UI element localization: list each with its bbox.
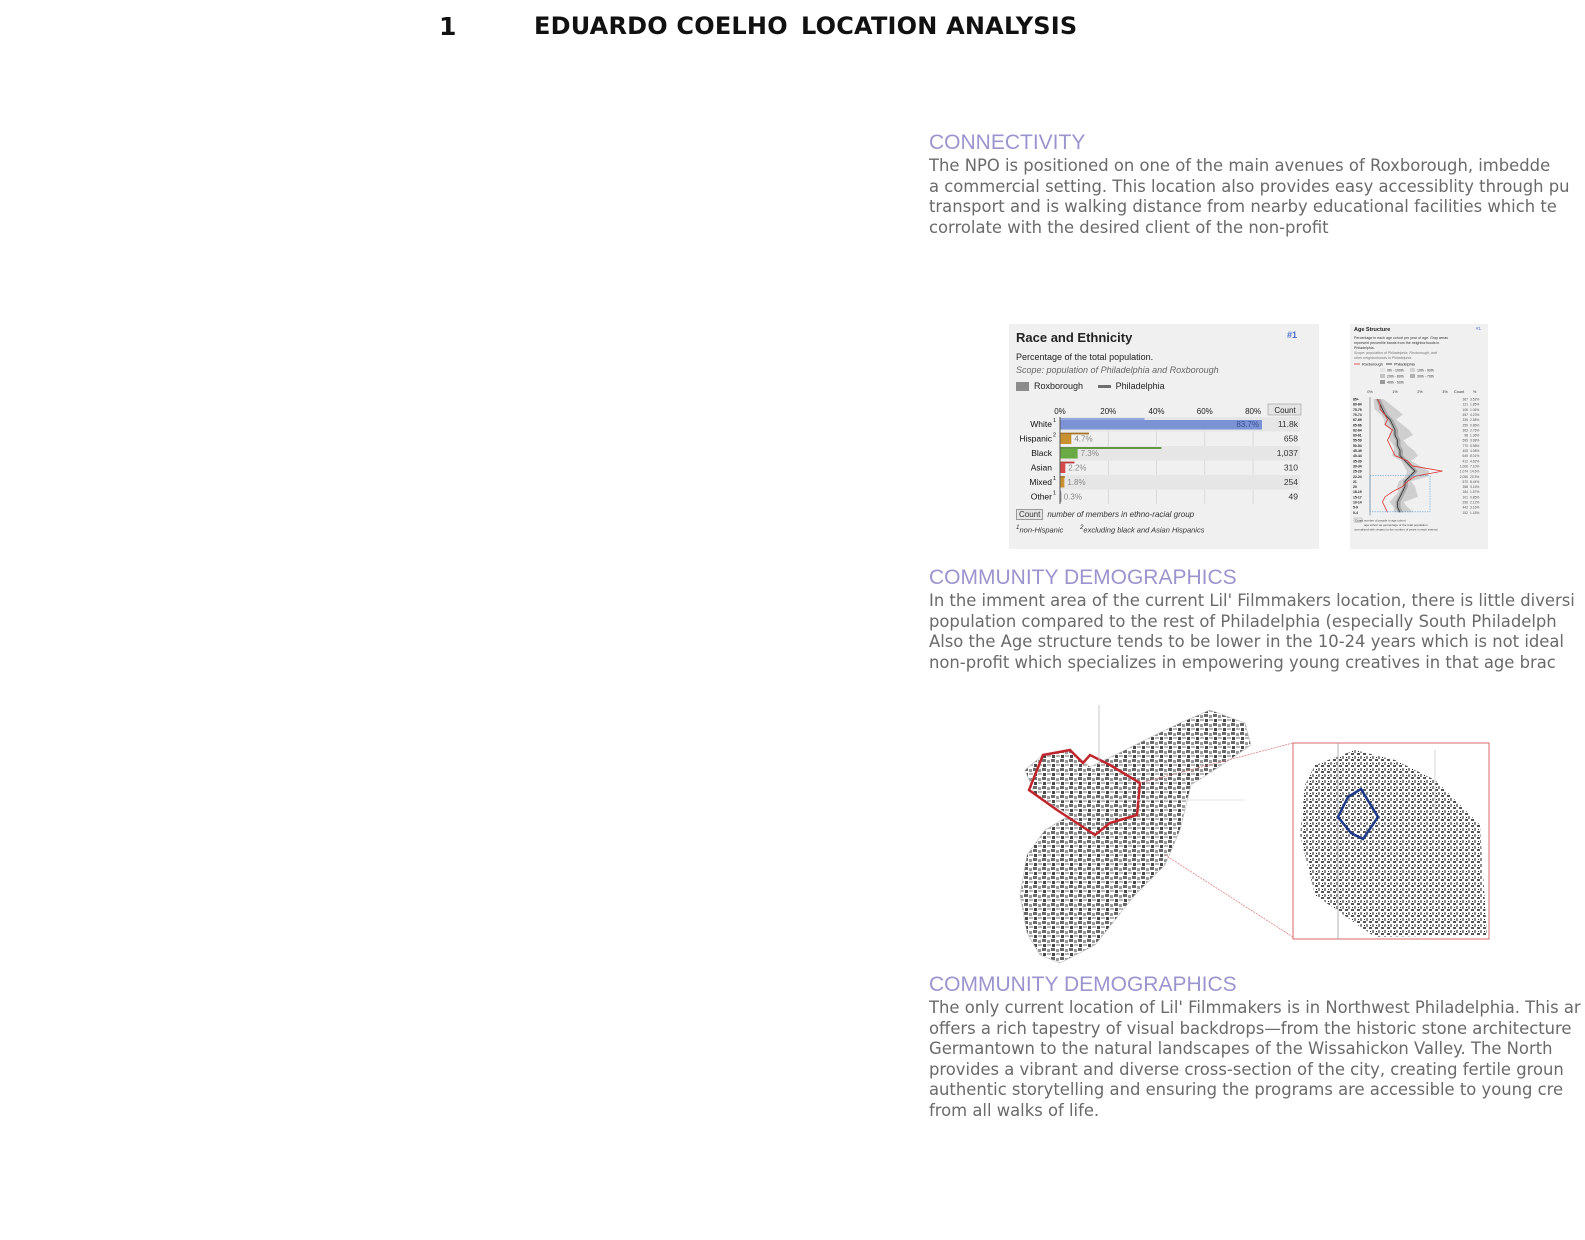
age-pct-value: 0.86% — [1470, 423, 1480, 428]
age-pct-value: 4.23% — [1470, 412, 1480, 417]
age-footnote: age cohort as percentage of the total population — [1364, 522, 1428, 527]
text-line: The NPO is positioned on one of the main avenues of Roxborough, imbedde — [929, 156, 1551, 175]
age-category-label: 0-4 — [1353, 510, 1358, 515]
text-line: Also the Age structure tends to be lower in the 10-24 years which is not ideal — [929, 632, 1564, 652]
age-category-label: 20 — [1353, 485, 1357, 490]
category-label: Mixed — [1029, 477, 1052, 487]
text-line: non-profit which specializes in empowering young creatives in that age brac — [929, 652, 1556, 672]
value-label: 83.7% — [1236, 420, 1259, 429]
city-silhouette — [1020, 710, 1251, 963]
text-line: Germantown to the natural landscapes of the Wissahickon Valley. The North — [929, 1039, 1553, 1059]
count-value: 11.8k — [1277, 419, 1298, 429]
callout-line — [1165, 855, 1293, 937]
age-pct-value: 14.6% — [1470, 469, 1480, 474]
percentile-swatch — [1410, 374, 1415, 378]
age-legend-label: Philadelphia — [1394, 362, 1415, 367]
category-sup: 1 — [1053, 490, 1057, 497]
age-pct-value: 7.10% — [1470, 464, 1480, 469]
age-pct-value: 8.01% — [1470, 454, 1480, 459]
age-badge: #1 — [1476, 326, 1482, 331]
age-category-label: 35-39 — [1353, 459, 1362, 464]
value-label: 1.8% — [1067, 478, 1086, 487]
age-x-tick: 1% — [1392, 390, 1398, 394]
text-line: a commercial setting. This location also provides easy accessiblity through pu — [929, 176, 1570, 196]
age-structure-svg — [1350, 324, 1488, 549]
community-demographics-heading-2: COMMUNITY DEMOGRAPHICS — [929, 973, 1237, 996]
age-count-header: Count — [1454, 390, 1465, 394]
footnote-2: excluding black and Asian Hispanics — [1083, 525, 1205, 535]
age-pct-value: 3.52% — [1470, 397, 1480, 402]
age-pct-value: 1.36% — [1470, 433, 1480, 438]
category-label: Black — [1031, 448, 1052, 458]
age-count-value: 1,074 — [1459, 469, 1468, 474]
age-category-label: 5-9 — [1353, 505, 1358, 510]
category-label: White — [1030, 419, 1052, 429]
count-value: 310 — [1283, 462, 1298, 473]
bar-roxborough — [1060, 435, 1071, 445]
legend-label-roxborough: Roxborough — [1034, 381, 1084, 391]
community-demographics-text-2 — [929, 998, 1585, 1122]
chart-title: Race and Ethnicity — [1016, 330, 1133, 345]
age-pct-value: 3.16% — [1470, 485, 1480, 490]
community-demographics-text — [929, 591, 1585, 673]
bar-roxborough — [1060, 449, 1078, 459]
age-legend-label: Roxborough — [1362, 362, 1383, 367]
age-count-key-label: Count — [1355, 518, 1364, 523]
chart-badge: #1 — [1286, 330, 1297, 340]
age-count-value: 367 — [1462, 397, 1468, 402]
age-count-value: 363 — [1462, 428, 1468, 433]
age-count-value: 98 — [1464, 433, 1468, 438]
age-count-value: 184 — [1462, 490, 1468, 495]
percentile-label: 30th - 70th — [1417, 374, 1434, 379]
page-title: LOCATION ANALYSIS — [801, 12, 1078, 40]
text-line: from all walks of life. — [929, 1100, 1100, 1120]
age-count-value: 457 — [1462, 412, 1468, 417]
category-label: Asian — [1030, 462, 1052, 473]
age-pct-value: 2.58% — [1470, 418, 1480, 423]
count-key-desc: number of members in ethno-racial group — [1047, 510, 1195, 519]
count-value: 254 — [1283, 477, 1298, 487]
value-label: 2.2% — [1068, 463, 1087, 473]
age-scope: other neighborhoods in Philadelphia — [1354, 356, 1412, 360]
x-tick-label: 60% — [1196, 407, 1213, 416]
age-count-value: 1,006 — [1459, 464, 1468, 469]
age-pct-value: 1.57% — [1470, 490, 1480, 495]
age-count-value: 121 — [1462, 402, 1468, 407]
age-pct-value: 4.62% — [1470, 459, 1480, 464]
page-header — [0, 10, 1585, 46]
age-category-label: 22-24 — [1353, 474, 1362, 479]
age-pct-value: 1.18% — [1470, 510, 1480, 515]
text-line: The only current location of Lil' Filmmakers is in Northwest Philadelphia. This ar — [929, 998, 1581, 1017]
x-tick-label: 80% — [1245, 407, 1262, 416]
category-label: Hispanic — [1019, 433, 1052, 444]
chart-subtitle: Percentage of the total population. — [1016, 352, 1154, 362]
x-tick-label: 20% — [1100, 407, 1117, 416]
age-footnote: number of people in age cohort — [1364, 518, 1406, 523]
percentile-swatch — [1410, 368, 1415, 372]
legend-label-philadelphia: Philadelphia — [1115, 381, 1165, 391]
category-label: Other — [1030, 491, 1052, 502]
race-ethnicity-chart — [1009, 324, 1319, 549]
age-count-value: 412 — [1462, 459, 1468, 464]
percentile-label: 10th - 90th — [1417, 368, 1434, 373]
connectivity-text — [929, 156, 1585, 238]
age-count-value: 595 — [1462, 438, 1468, 443]
age-count-value: 152 — [1462, 510, 1468, 515]
age-pct-value: 0.85% — [1470, 495, 1480, 500]
page-number: 1 — [439, 12, 457, 41]
count-header: Count — [1274, 406, 1296, 415]
x-tick-label: 0% — [1054, 407, 1066, 416]
age-x-tick: 2% — [1417, 390, 1423, 394]
age-category-label: 50-54 — [1353, 443, 1362, 448]
value-label: 7.3% — [1080, 449, 1099, 458]
age-category-label: 10-14 — [1353, 500, 1362, 505]
value-label: 4.7% — [1074, 434, 1093, 444]
age-count-value: 106 — [1462, 407, 1468, 412]
map-figure-svg — [1015, 705, 1495, 967]
percentile-label: 0th - 100th — [1387, 368, 1404, 373]
age-category-label: 80-84 — [1353, 402, 1362, 407]
chart-footnote-count — [1016, 510, 1194, 519]
age-category-label: 62-64 — [1353, 428, 1362, 433]
age-note: represent percentile bands from the neighborhoods in — [1354, 341, 1440, 345]
age-category-label: 60-61 — [1353, 433, 1362, 438]
age-category-label: 21 — [1353, 479, 1357, 484]
age-category-label: 75-79 — [1353, 407, 1362, 412]
text-line: transport and is walking distance from nearby educational facilities which te — [929, 197, 1557, 217]
age-pct-value: 3.98% — [1470, 438, 1480, 443]
age-category-label: 55-59 — [1353, 438, 1362, 443]
age-pct-value: 1.06% — [1470, 407, 1480, 412]
age-pct-value: 8.44% — [1470, 479, 1480, 484]
age-pct-value: 20.5% — [1470, 474, 1480, 479]
age-pct-value: 2.12% — [1470, 500, 1480, 505]
age-count-value: 335 — [1462, 418, 1468, 423]
x-tick-label: 40% — [1148, 407, 1165, 416]
age-x-tick: 0% — [1367, 390, 1373, 394]
age-pct-header: % — [1473, 390, 1477, 394]
percentile-swatch — [1380, 368, 1385, 372]
count-value: 49 — [1288, 491, 1298, 502]
percentile-label: 40th - 60th — [1387, 380, 1404, 385]
age-title: Age Structure — [1354, 327, 1391, 333]
age-pct-value: 3.16% — [1470, 505, 1480, 510]
count-value: 1,037 — [1276, 448, 1298, 458]
percentile-label: 20th - 80th — [1387, 374, 1404, 379]
count-value: 658 — [1283, 433, 1298, 444]
age-count-value: 259 — [1462, 423, 1468, 428]
age-scope: Scope: population of Philadelphia, Roxborough, and — [1354, 351, 1437, 355]
age-count-value: 2,056 — [1459, 474, 1468, 479]
text-line: authentic storytelling and ensuring the programs are accessible to young cre — [929, 1080, 1564, 1100]
age-category-label: 65-66 — [1353, 423, 1362, 428]
age-count-value: 649 — [1462, 454, 1468, 459]
percentile-swatch — [1380, 374, 1385, 378]
age-pct-value: 1.85% — [1470, 402, 1480, 407]
age-category-label: 15-17 — [1353, 495, 1362, 500]
age-category-label: 18-19 — [1353, 490, 1362, 495]
percentile-swatch — [1380, 380, 1385, 384]
age-category-label: 25-29 — [1353, 469, 1362, 474]
age-category-label: 85+ — [1353, 397, 1359, 402]
category-sup: 2 — [1053, 432, 1057, 439]
row-band — [1060, 475, 1300, 490]
value-label: 0.3% — [1063, 492, 1082, 502]
count-key: Count — [1016, 509, 1043, 520]
age-category-label: 67-69 — [1353, 418, 1362, 423]
age-category-label: 45-49 — [1353, 449, 1362, 453]
footnote-1: non-Hispanic — [1019, 525, 1064, 535]
community-demographics-heading: COMMUNITY DEMOGRAPHICS — [929, 566, 1237, 589]
text-line: In the imment area of the current Lil' Filmmakers location, there is little diversi — [929, 591, 1575, 610]
age-note: Philadelphia. — [1354, 346, 1375, 350]
age-count-value: 101 — [1462, 495, 1468, 500]
bar-roxborough — [1060, 420, 1262, 430]
age-pct-value: 4.08% — [1470, 449, 1480, 453]
category-sup: 1 — [1053, 418, 1057, 424]
chart-footnotes: $^1$non-Hispanic $^2$excluding black and Asian Hispanics — [1016, 524, 1205, 535]
bar-roxborough — [1060, 478, 1064, 488]
text-line: provides a vibrant and diverse cross-section of the city, creating fertile groun — [929, 1059, 1564, 1079]
author-name: EDUARDO COELHO — [534, 12, 788, 40]
age-count-value: 442 — [1462, 505, 1468, 510]
text-line: population compared to the rest of Philadelphia (especially South Philadelph — [929, 611, 1557, 631]
age-category-label: 30-34 — [1353, 464, 1362, 469]
age-x-tick: 3% — [1442, 390, 1448, 394]
age-structure-chart — [1350, 324, 1488, 549]
category-sup: 1 — [1053, 476, 1057, 482]
age-count-value: 570 — [1462, 479, 1468, 484]
philadelphia-map — [1015, 705, 1495, 967]
text-line: offers a rich tapestry of visual backdrops—from the historic stone architecture — [929, 1018, 1572, 1038]
age-category-label: 70-74 — [1353, 412, 1362, 417]
connectivity-heading: CONNECTIVITY — [929, 131, 1086, 154]
age-count-value: 358 — [1462, 485, 1468, 490]
age-pct-value: 2.76% — [1470, 428, 1480, 433]
age-pct-value: 5.98% — [1470, 443, 1480, 448]
age-note: Percentage in each age cohort per year of age. Gray areas — [1354, 336, 1448, 340]
age-category-label: 40-44 — [1353, 454, 1362, 459]
text-line: corrolate with the desired client of the non-profit — [929, 217, 1329, 237]
age-count-value: 405 — [1462, 449, 1468, 453]
bar-roxborough — [1060, 464, 1065, 474]
age-footnote: normalized with respect to the number of years in each interval — [1354, 527, 1438, 532]
age-count-value: 296 — [1462, 500, 1468, 505]
age-count-value: 770 — [1462, 443, 1468, 448]
chart-scope: Scope: population of Philadelphia and Roxborough — [1016, 365, 1219, 375]
